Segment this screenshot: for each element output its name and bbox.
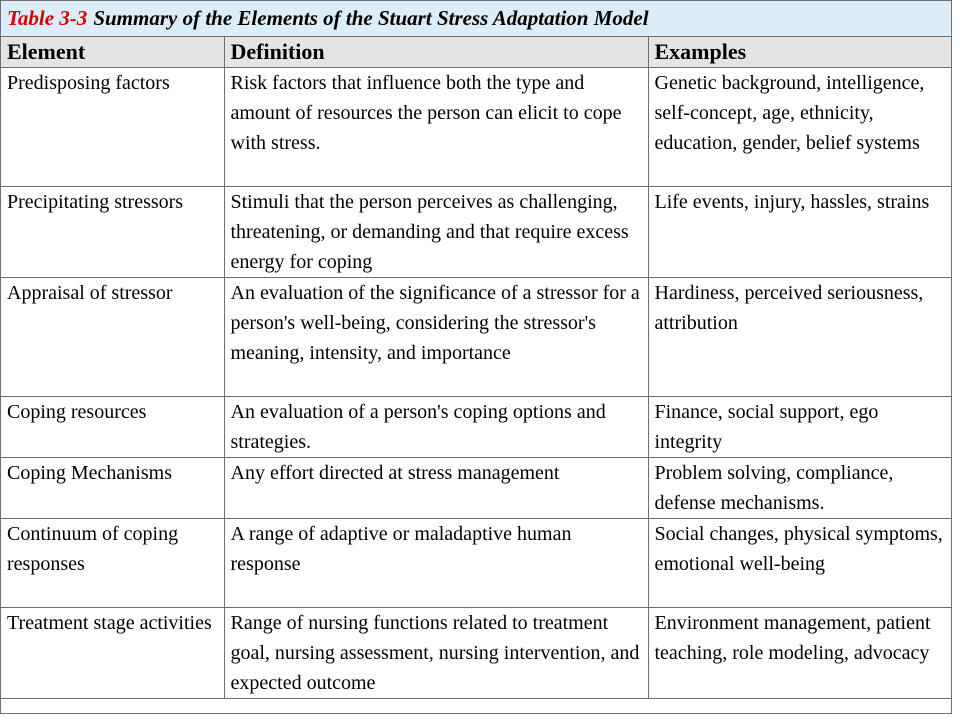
examples-cell: Life events, injury, hassles, strains [648, 187, 951, 278]
header-definition: Definition [224, 37, 648, 68]
summary-table [1, 37, 951, 699]
definition-cell: Any effort directed at stress management [224, 458, 648, 519]
table-title-text: Summary of the Elements of the Stuart Stress Adaptation Model [93, 6, 649, 30]
element-cell: Coping resources [1, 397, 224, 458]
table-number: Table 3-3 [7, 6, 88, 30]
table-title [1, 1, 951, 37]
element-cell: Coping Mechanisms [1, 458, 224, 519]
definition-cell: Range of nursing functions related to treatment goal, nursing assessment, nursing intervention, and expected outcome [224, 608, 648, 699]
table-row [1, 397, 951, 458]
element-cell: Treatment stage activities [1, 608, 224, 699]
definition-cell: Stimuli that the person perceives as challenging, threatening, or demanding and that require excess energy for coping [224, 187, 648, 278]
table-row [1, 519, 951, 608]
table-row [1, 278, 951, 397]
table-row [1, 458, 951, 519]
header-element: Element [1, 37, 224, 68]
element-cell: Appraisal of stressor [1, 278, 224, 397]
definition-cell: An evaluation of a person's coping options and strategies. [224, 397, 648, 458]
definition-cell: An evaluation of the significance of a stressor for a person's well-being, considering the stressor's meaning, intensity, and importance [224, 278, 648, 397]
examples-cell: Finance, social support, ego integrity [648, 397, 951, 458]
definition-cell: A range of adaptive or maladaptive human response [224, 519, 648, 608]
examples-cell: Social changes, physical symptoms, emotional well-being [648, 519, 951, 608]
table-row [1, 608, 951, 699]
element-cell: Precipitating stressors [1, 187, 224, 278]
examples-cell: Environment management, patient teaching, role modeling, advocacy [648, 608, 951, 699]
header-examples: Examples [648, 37, 951, 68]
table-row [1, 187, 951, 278]
table-row [1, 68, 951, 187]
examples-cell: Hardiness, perceived seriousness, attribution [648, 278, 951, 397]
examples-cell: Problem solving, compliance, defense mechanisms. [648, 458, 951, 519]
examples-cell: Genetic background, intelligence, self-concept, age, ethnicity, education, gender, belief systems [648, 68, 951, 187]
header-row [1, 37, 951, 68]
element-cell: Predisposing factors [1, 68, 224, 187]
element-cell: Continuum of coping responses [1, 519, 224, 608]
definition-cell: Risk factors that influence both the type and amount of resources the person can elicit to cope with stress. [224, 68, 648, 187]
